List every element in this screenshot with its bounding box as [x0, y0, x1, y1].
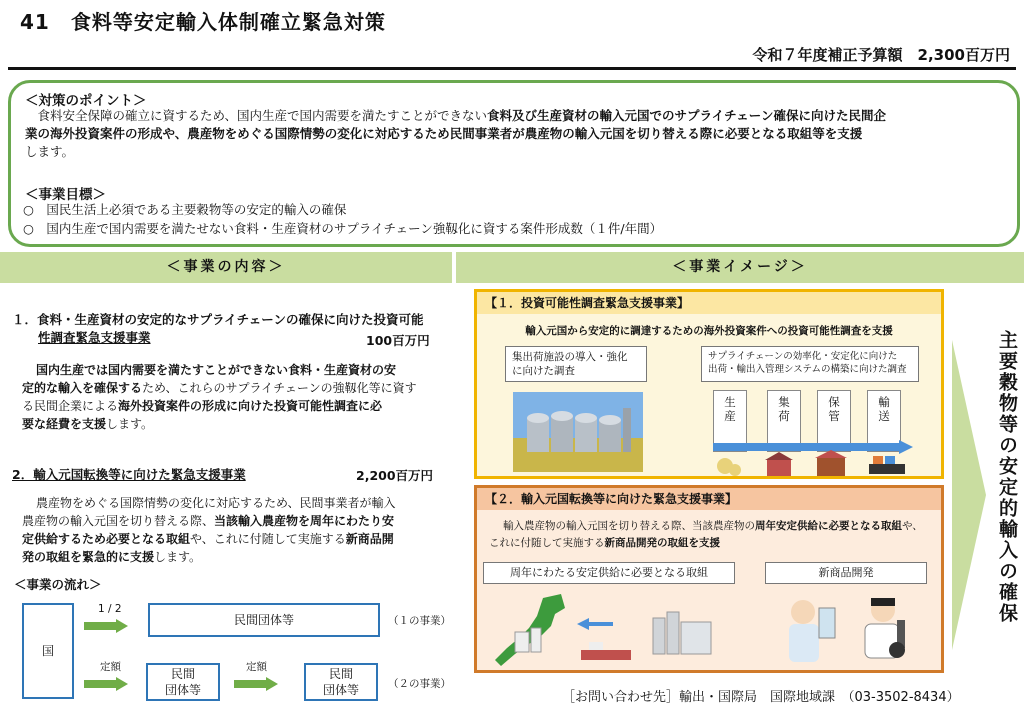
- item1-title-a: １．食料・生産資材の安定的なサプライチェーンの確保に向けた投資可能: [12, 312, 424, 327]
- item1-text: します。: [106, 417, 154, 431]
- panel2-sub2: [489, 535, 720, 550]
- green-arrow-icon: [84, 619, 128, 633]
- item2-title: 2．輸入元国転換等に向けた緊急支援事業: [12, 467, 246, 482]
- item1-text: る民間企業による: [22, 399, 119, 413]
- panel2-sub: [503, 518, 923, 533]
- flow-org1: 民間団体等: [148, 603, 380, 637]
- stage-storage: 保 管: [817, 390, 851, 452]
- item1-body: [22, 361, 454, 433]
- points-text: [25, 107, 1010, 161]
- contact-info: ［お問い合わせ先］輸出・国際局 国際地域課 （03-3502-8434）: [562, 690, 960, 705]
- flow-note2: （２の事業）: [388, 678, 451, 690]
- goal-arrow-icon: [952, 340, 986, 650]
- goal-vertical-text: 主要穀物等の安定的輸入の確保: [996, 330, 1018, 624]
- panel2-body: [477, 510, 941, 670]
- grain-silo-image: [513, 392, 643, 472]
- item1-bold: 国内生産では国内需要を満たすことができない食料・生産資材の安: [36, 363, 397, 377]
- flow-org3: 民間 団体等: [304, 663, 378, 701]
- points-text-bold: 食料及び生産資材の輸入元国でのサプライチェーン確保に向けた民間企: [487, 108, 887, 123]
- band-content: ＜事業の内容＞: [0, 252, 452, 283]
- points-text-part: します。: [25, 144, 75, 159]
- japan-port-illustration: [485, 592, 735, 674]
- stage-transport: 輸 送: [867, 390, 901, 452]
- stage-collection: 集 荷: [767, 390, 801, 452]
- product-development-illustration: [779, 590, 919, 672]
- item2-text: 農産物の輸入元国を切り替える際、: [22, 514, 215, 528]
- item2-bold: 新商品開: [345, 532, 394, 546]
- panel1-heading: 【１．投資可能性調査緊急支援事業】: [477, 292, 941, 314]
- flow-org2: 民間 団体等: [146, 663, 220, 701]
- panel2-sub-bold: 新商品開発の取組を支援: [604, 537, 720, 549]
- item2-bold: 発の取組を緊急的に支援: [22, 550, 155, 564]
- header-rule: [8, 67, 1016, 70]
- goal-heading: ＜事業目標＞: [25, 187, 106, 203]
- points-box: [8, 80, 1020, 247]
- points-text-part: 食料安全保障の確立に資するため、国内生産で国内需要を満たすことができない: [25, 108, 488, 123]
- item2-text: 農産物をめぐる国際情勢の変化に対応するため、民間事業者が輸入: [36, 496, 396, 510]
- panel2-sub-bold: 周年安定供給に必要となる取組: [755, 520, 902, 532]
- item1-text: ため、これらのサプライチェーンの強靱化等に資す: [142, 381, 417, 395]
- item2-text: します。: [154, 550, 202, 564]
- item1-amount: 100百万円: [366, 333, 430, 348]
- panel2-sub-text: や、: [902, 520, 923, 532]
- item2-bold: 定供給するため必要となる取組: [22, 532, 191, 546]
- panel1-sub: 輸入元国から安定的に調達するための海外投資案件への投資可能性調査を支援: [525, 325, 893, 337]
- item1-title-b: 性調査緊急支援事業: [38, 330, 151, 345]
- points-heading: ＜対策のポイント＞: [25, 93, 147, 109]
- panel2-heading: 【２．輸入元国転換等に向けた緊急支援事業】: [477, 488, 941, 510]
- budget-amount: 令和７年度補正予算額 2,300百万円: [752, 46, 1010, 64]
- band-image: ＜事業イメージ＞: [456, 252, 1024, 283]
- flow-country: 国: [22, 603, 74, 699]
- panel2-sub-text: これに付随して実施する: [489, 537, 605, 549]
- stage-production: 生 産: [713, 390, 747, 452]
- panel2-box1: 周年にわたる安定供給に必要となる取組: [483, 562, 735, 584]
- panel1-box1: 集出荷施設の導入・強化 に向けた調査: [505, 346, 647, 382]
- flow-fixed2: 定額: [246, 661, 267, 673]
- page-title: 41 食料等安定輸入体制確立緊急対策: [20, 10, 386, 34]
- green-arrow-icon: [234, 677, 278, 691]
- panel1-box2: サプライチェーンの効率化・安定化に向けた 出荷・輸出入管理システムの構築に向けた調査: [701, 346, 919, 382]
- item2-bold: 当該輸入農産物を周年にわたり安: [214, 514, 395, 528]
- goal-item: ○ 国民生活上必須である主要穀物等の安定的輸入の確保: [23, 202, 347, 217]
- flow-note1: （１の事業）: [388, 615, 451, 627]
- green-arrow-icon: [84, 677, 128, 691]
- goal-item: ○ 国内生産で国内需要を満たせない食料・生産資材のサプライチェーン強靱化に資する案件形成数（１件/年間）: [23, 221, 663, 236]
- item1-bold: 要な経費を支援: [22, 417, 107, 431]
- item1-bold: 海外投資案件の形成に向けた投資可能性調査に必: [118, 399, 383, 413]
- image-panel-1: [474, 289, 944, 479]
- panel1-body: [477, 314, 941, 476]
- item1-bold: 定的な輸入を確保する: [22, 381, 143, 395]
- panel2-box2: 新商品開発: [765, 562, 927, 584]
- flow-heading: ＜事業の流れ＞: [14, 577, 102, 592]
- item2-text: や、これに付随して実施する: [190, 532, 346, 546]
- flow-ratio: 1 / 2: [98, 603, 122, 615]
- image-panel-2: [474, 485, 944, 673]
- panel2-sub-text: 輸入農産物の輸入元国を切り替える際、当該農産物の: [503, 520, 755, 532]
- item2-amount: 2,200百万円: [356, 468, 434, 483]
- points-text-bold: 業の海外投資案件の形成や、農産物をめぐる国際情勢の変化に対応するため民間事業者が農産物の輸入元国を切り替える際に必要となる取組等を支援: [25, 126, 863, 141]
- flow-fixed1: 定額: [100, 661, 121, 673]
- supply-chain-icons: [713, 450, 923, 480]
- item2-body: [22, 494, 454, 566]
